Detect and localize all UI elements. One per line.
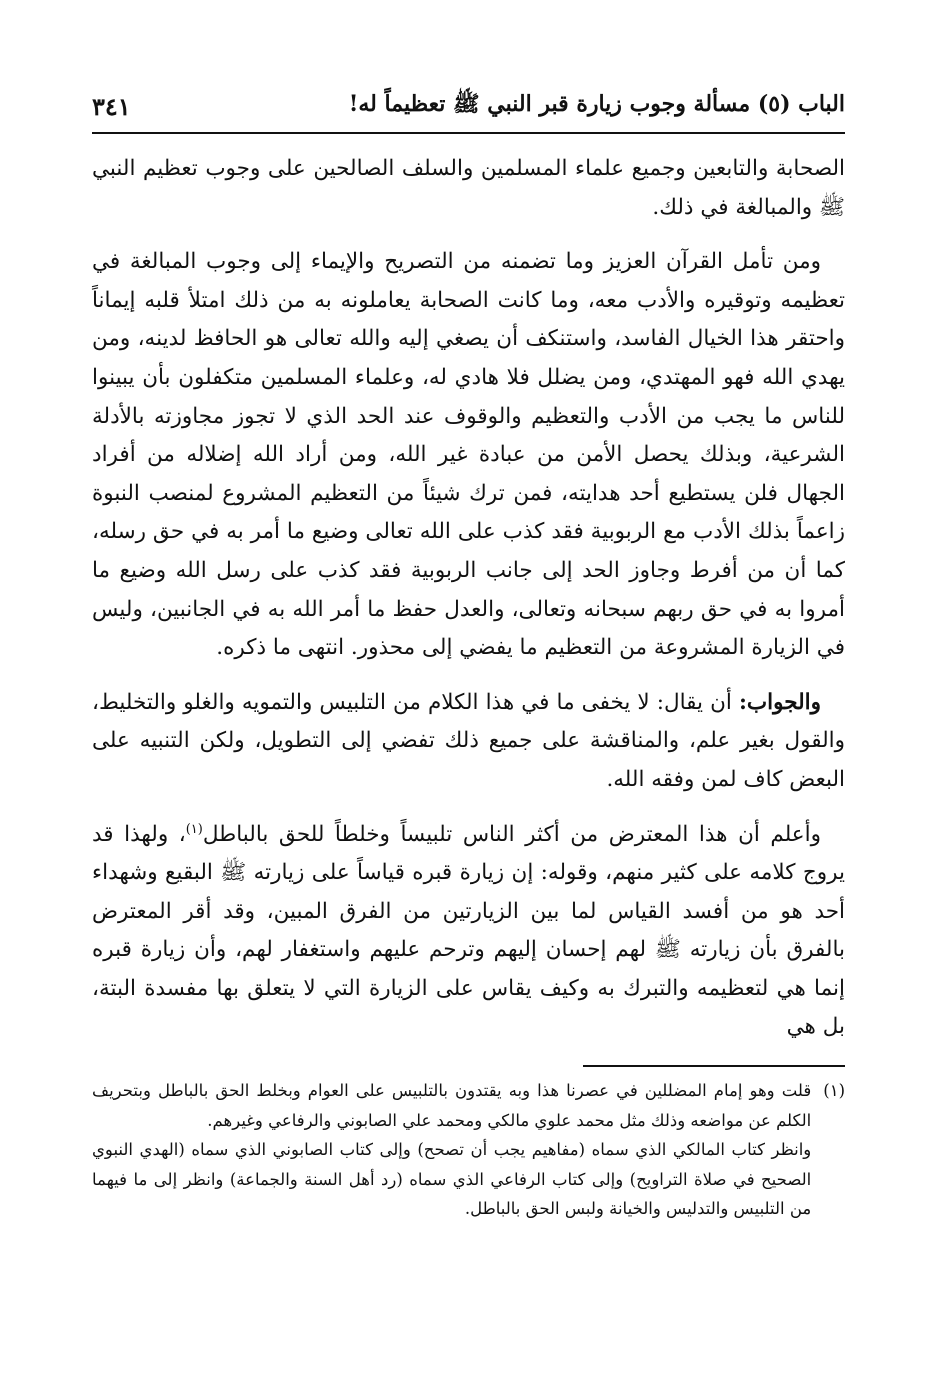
- page-number: ٣٤١: [92, 91, 131, 121]
- chapter-title: الباب (٥) مسألة وجوب زيارة قبر النبي ﷺ تعظيماً له!: [348, 91, 845, 117]
- footnote-rule: [583, 1065, 845, 1067]
- footnote-mark: (١): [823, 1081, 845, 1100]
- footnote-paragraph-1: قلت وهو إمام المضللين في عصرنا هذا وبه يقتدون بالتلبيس على العوام وبخلط الحق بالباطل وبتحريف الكلم عن مواضعه وذلك مثل محمد علوي مالكي ومحمد علي الصابوني والرفاعي وغيرهم.: [92, 1081, 812, 1130]
- paragraph-1: الصحابة والتابعين وجميع علماء المسلمين والسلف الصالحين على وجوب تعظيم النبي ﷺ والمبالغة في ذلك.: [92, 156, 845, 220]
- header-rule: [92, 132, 845, 134]
- footnote-paragraph-2: وانظر كتاب المالكي الذي سماه (مفاهيم يجب أن تصحح) وإلى كتاب الصابوني الذي سماه (الهدي النبوي الصحيح في صلاة التراويح) وإلى كتاب الرفاعي الذي سماه (رد أهل السنة والجماعة) وانظر إلى ما فيهما من التلبيس والتدليس والخيانة ولبس الحق بالباطل.: [92, 1140, 812, 1219]
- paragraph-4-start: وأعلم أن هذا المعترض من أكثر الناس تلبيساً وخلطاً للحق بالباطل: [202, 821, 821, 847]
- paragraph-4-rest: ، ولهذا قد يروج كلامه على كثير منهم، وقوله: إن زيارة قبره قياساً على زيارته ﷺ البقيع وشهداء أحد هو من أفسد القياس لما بين الزيارتين من الفرق المبين، وقد أقر المعترض بالفرق بأن زيارته ﷺ لهم إحسان إليهم وترحم عليهم واستغفار لهم، وأن زيارة قبره إنما هي لتعظيمه والتبرك به وكيف يقاس على الزيارة التي لا يتعلق بها مفسدة البتة، بل هي: [92, 821, 845, 1040]
- main-text: [92, 150, 845, 1063]
- paragraph-3: [92, 684, 845, 800]
- footnote-reference[interactable]: (١): [185, 821, 203, 837]
- paragraph-4: [92, 816, 845, 1048]
- answer-lead: والجواب:: [738, 689, 822, 715]
- answer-text: أن يقال: لا يخفى ما في هذا الكلام من التلبيس والتمويه والغلو والتخليط، والقول بغير علم، والمناقشة على جميع ذلك تفضي إلى التطويل، ولكن التنبيه على البعض كاف لمن وفقه الله.: [92, 689, 845, 792]
- paragraph-2: ومن تأمل القرآن العزيز وما تضمنه من التصريح والإيماء إلى وجوب المبالغة في تعظيمه وتوقيره والأدب معه، وما كانت الصحابة يعاملونه به من ذلك امتلأ قلبه إيماناً واحتقر هذا الخيال الفاسد، واستنكف أن يصغي إليه والله تعالى هو الحافظ لدينه، ومن يهدي الله فهو المهتدي، ومن يضلل فلا هادي له، وعلماء المسلمين متكفلون بأن يبينوا للناس ما يجب من الأدب والتعظيم والوقوف عند الحد الذي لا تجوز مجاوزته بالأدلة الشرعية، وبذلك يحصل الأمن من عبادة غير الله، ومن أراد الله إضلاله من أفراد الجهال فلن يستطيع أحد هدايته، فمن ترك شيئاً من التعظيم المشروع لمنصب النبوة زاعماً بذلك الأدب مع الربوبية فقد كذب على الله تعالى وضيع ما أمر به في حق رسله، كما أن من أفرط وجاوز الحد إلى جانب الربوبية فقد كذب على رسل الله وضيع ما أمروا به في حق ربهم سبحانه وتعالى، والعدل حفظ ما أمر الله به في الجانبين، وليس في الزيارة المشروعة من التعظيم ما يفضي إلى محذور. انتهى ما ذكره.: [92, 249, 845, 661]
- footnote-text: [92, 1076, 811, 1224]
- footnotes: [92, 1076, 845, 1224]
- footnote-1: [92, 1076, 845, 1224]
- running-header: [92, 86, 845, 126]
